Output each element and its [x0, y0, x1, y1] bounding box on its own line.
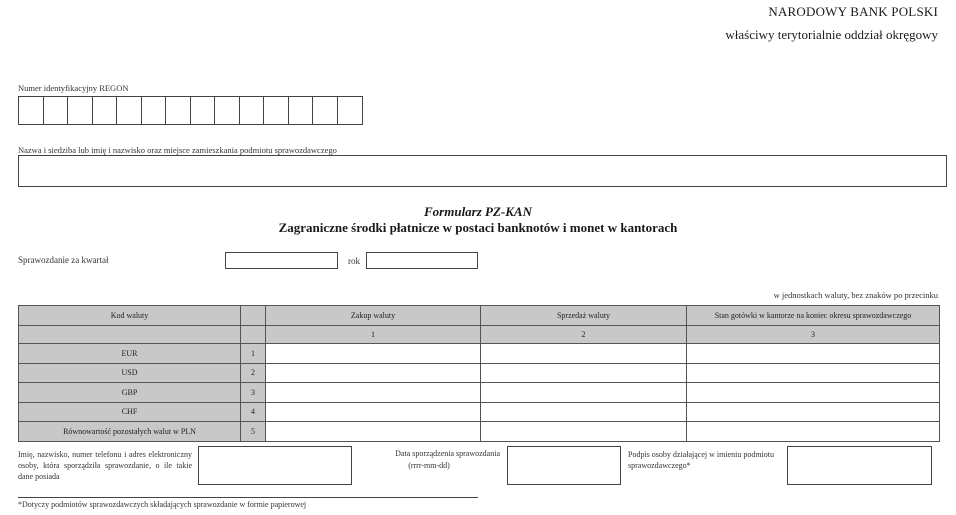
currency-label: GBP	[19, 383, 241, 403]
footnote: *Dotyczy podmiotów sprawozdawczych składających sprawozdanie w formie papierowej	[18, 500, 307, 509]
date-field[interactable]	[507, 446, 621, 485]
date-label: Data sporządzenia sprawozdania	[395, 449, 500, 458]
currency-table	[18, 305, 940, 442]
sale-cell[interactable]	[481, 402, 687, 422]
table-row	[19, 363, 940, 383]
purchase-cell[interactable]	[266, 422, 481, 442]
balance-cell[interactable]	[687, 383, 940, 403]
organization-name: NARODOWY BANK POLSKI	[768, 4, 938, 19]
header-purchase: Zakup waluty	[266, 306, 481, 326]
quarter-label: Sprawozdanie za kwartał	[18, 255, 109, 265]
column-number: 1	[266, 326, 481, 344]
regon-digit-box[interactable]	[44, 97, 69, 124]
regon-label: Numer identyfikacyjny REGON	[18, 83, 129, 93]
currency-label: USD	[19, 363, 241, 383]
balance-cell[interactable]	[687, 344, 940, 364]
regon-digit-box[interactable]	[338, 97, 363, 124]
balance-cell[interactable]	[687, 402, 940, 422]
year-field[interactable]	[366, 252, 478, 269]
row-number: 5	[241, 422, 266, 442]
header-currency-code: Kod waluty	[19, 306, 241, 326]
table-header-row	[19, 306, 940, 326]
header-sale: Sprzedaż waluty	[481, 306, 687, 326]
preparer-label: Imię, nazwisko, numer telefonu i adres elektroniczny osoby, która sporządziła sprawozdanie, o ile takie dane posiada	[18, 450, 192, 481]
form-subtitle: Zagraniczne środki płatnicze w postaci banknotów i monet w kantorach	[278, 220, 678, 235]
row-number: 4	[241, 402, 266, 422]
regon-digit-box[interactable]	[240, 97, 265, 124]
column-number: 2	[481, 326, 687, 344]
preparer-field[interactable]	[198, 446, 352, 485]
regon-digit-box[interactable]	[215, 97, 240, 124]
regon-digit-box[interactable]	[68, 97, 93, 124]
purchase-cell[interactable]	[266, 402, 481, 422]
sale-cell[interactable]	[481, 363, 687, 383]
header-row-number	[241, 306, 266, 326]
footnote-divider	[18, 497, 478, 498]
column-number: 3	[687, 326, 940, 344]
row-number: 1	[241, 344, 266, 364]
header-cash-balance: Stan gotówki w kantorze na koniec okresu sprawozdawczego	[687, 306, 940, 326]
purchase-cell[interactable]	[266, 383, 481, 403]
row-number: 3	[241, 383, 266, 403]
row-number: 2	[241, 363, 266, 383]
entity-name-field[interactable]	[18, 155, 947, 187]
sale-cell[interactable]	[481, 383, 687, 403]
signature-label: Podpis osoby działającej w imieniu podmiotu sprawozdawczego*	[628, 450, 774, 470]
balance-cell[interactable]	[687, 363, 940, 383]
quarter-field[interactable]	[225, 252, 338, 269]
regon-digit-box[interactable]	[289, 97, 314, 124]
purchase-cell[interactable]	[266, 363, 481, 383]
regon-digit-box[interactable]	[19, 97, 44, 124]
column-number	[241, 326, 266, 344]
date-format: (rrrr-mm-dd)	[408, 461, 450, 470]
table-row	[19, 344, 940, 364]
unit-note: w jednostkach waluty, bez znaków po przecinku	[773, 290, 938, 300]
sale-cell[interactable]	[481, 422, 687, 442]
organization-branch: właściwy terytorialnie oddział okręgowy	[725, 27, 938, 42]
sale-cell[interactable]	[481, 344, 687, 364]
signature-field[interactable]	[787, 446, 932, 485]
regon-digit-box[interactable]	[166, 97, 191, 124]
regon-digit-box[interactable]	[313, 97, 338, 124]
regon-digit-box[interactable]	[117, 97, 142, 124]
currency-label: Równowartość pozostałych walut w PLN	[19, 422, 241, 442]
table-row	[19, 422, 940, 442]
balance-cell[interactable]	[687, 422, 940, 442]
regon-digit-box[interactable]	[93, 97, 118, 124]
regon-digit-box[interactable]	[264, 97, 289, 124]
table-column-numbers-row	[19, 326, 940, 344]
entity-label: Nazwa i siedziba lub imię i nazwisko oraz miejsce zamieszkania podmiotu sprawozdawczego	[18, 145, 337, 155]
currency-label: EUR	[19, 344, 241, 364]
regon-input-boxes[interactable]	[18, 96, 363, 125]
year-label: rok	[348, 256, 360, 266]
table-row	[19, 402, 940, 422]
column-number	[19, 326, 241, 344]
table-row	[19, 383, 940, 403]
form-title: Formularz PZ-KAN	[424, 204, 532, 219]
regon-digit-box[interactable]	[142, 97, 167, 124]
purchase-cell[interactable]	[266, 344, 481, 364]
regon-digit-box[interactable]	[191, 97, 216, 124]
currency-label: CHF	[19, 402, 241, 422]
